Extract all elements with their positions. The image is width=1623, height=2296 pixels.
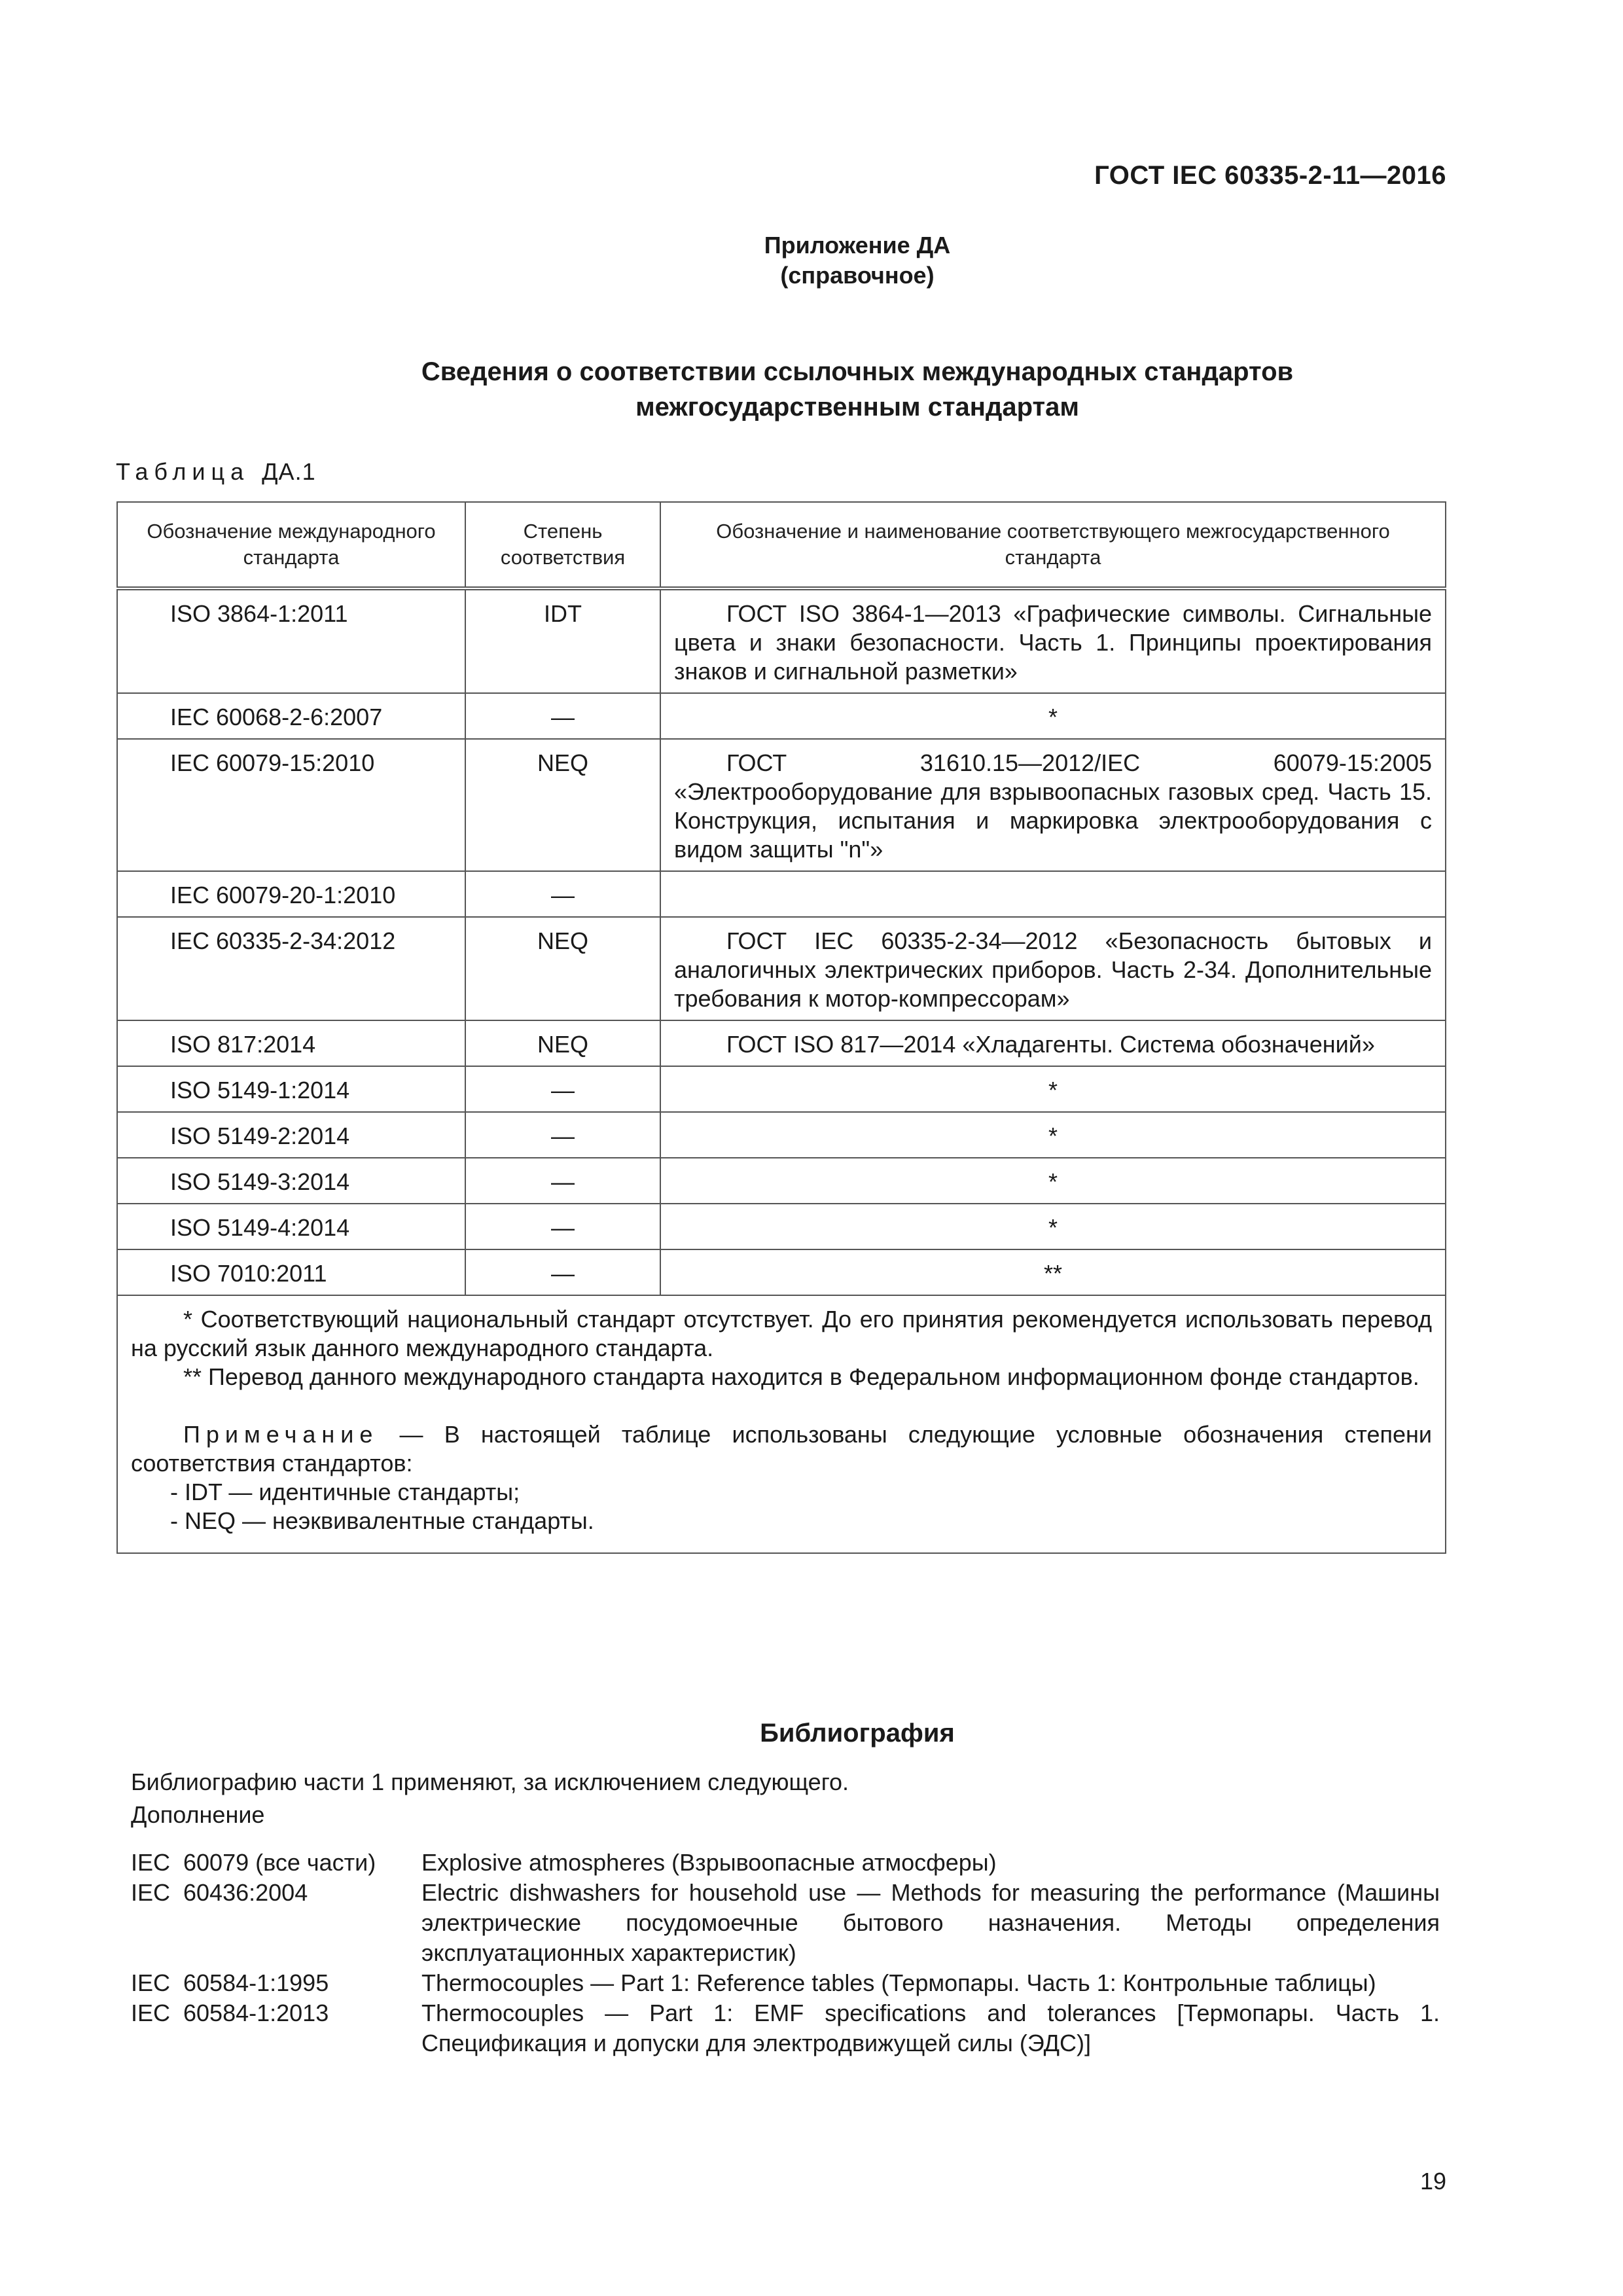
note-text: — В настоящей таблице использованы следующие условные обозначения степени соответствия стандартов: <box>131 1421 1432 1477</box>
cell-degree: — <box>465 1066 660 1112</box>
section-title <box>0 354 1623 425</box>
note-item-neq: - NEQ — неэквивалентные стандарты. <box>170 1507 594 1534</box>
bibliography-item <box>131 1998 1440 2058</box>
cell-degree: — <box>465 1158 660 1204</box>
cell-international-code: ISO 817:2014 <box>117 1020 465 1066</box>
cell-interstate-standard: * <box>660 1204 1446 1249</box>
cell-international-code: ISO 3864-1:2011 <box>117 588 465 693</box>
bibliography-intro <box>131 1766 849 1831</box>
appendix-heading <box>0 230 1623 291</box>
table-notes-row <box>117 1295 1446 1553</box>
table-header-row <box>117 502 1446 588</box>
cell-interstate-standard <box>660 739 1446 871</box>
document-code: ГОСТ IEC 60335-2-11—2016 <box>1094 161 1446 190</box>
bibliography-item-text: Electric dishwashers for household use — Methods for measuring the performance (Машины электрические посудомоечные бытового назначения. Методы определения эксплуатационных характеристик) <box>421 1879 1440 1966</box>
bibliography-item-code: IEC 60584-1:2013 <box>131 2000 329 2026</box>
section-title-line1: Сведения о соответствии ссылочных международных стандартов <box>421 357 1294 386</box>
cell-interstate-standard <box>660 1020 1446 1066</box>
cell-international-code: IEC 60079-15:2010 <box>117 739 465 871</box>
bibliography-title <box>0 1719 1623 1748</box>
cell-interstate-standard: * <box>660 1158 1446 1204</box>
cell-interstate-standard <box>660 588 1446 693</box>
table-row <box>117 739 1446 871</box>
cell-interstate-standard: * <box>660 1112 1446 1158</box>
bibliography-intro-text: Библиографию части 1 применяют, за исключением следующего. <box>131 1768 849 1795</box>
bibliography-item-text: Thermocouples — Part 1: Reference tables (Термопары. Часть 1: Контрольные таблицы) <box>421 1969 1376 1996</box>
header-interstate-standard: Обозначение и наименование соответствующего межгосударственного стандарта <box>660 502 1446 588</box>
cell-international-code: ISO 5149-1:2014 <box>117 1066 465 1112</box>
bibliography-item-code: IEC 60079 (все части) <box>131 1849 376 1876</box>
interstate-standard-text: ГОСТ IEC 60335-2-34—2012 «Безопасность бытовых и аналогичных электрических приборов. Часть 2-34. Дополнительные требования к мотор-компрессорам» <box>674 927 1432 1012</box>
table-row <box>117 1112 1446 1158</box>
bibliography-item <box>131 1848 1440 1878</box>
cell-degree: — <box>465 1204 660 1249</box>
standards-correspondence-table <box>116 501 1446 1554</box>
cell-international-code: ISO 5149-4:2014 <box>117 1204 465 1249</box>
table-row <box>117 693 1446 739</box>
table-notes <box>117 1295 1446 1553</box>
cell-degree: — <box>465 1249 660 1295</box>
cell-interstate-standard: * <box>660 1066 1446 1112</box>
bibliography-list <box>131 1848 1440 2058</box>
cell-degree: — <box>465 1112 660 1158</box>
cell-international-code: IEC 60079-20-1:2010 <box>117 871 465 917</box>
footnote-1: * Соответствующий национальный стандарт отсутствует. До его принятия рекомендуется использовать перевод на русский язык данного международного стандарта. <box>131 1306 1432 1361</box>
table-row <box>117 1158 1446 1204</box>
table-row <box>117 1204 1446 1249</box>
cell-degree: IDT <box>465 588 660 693</box>
cell-degree: NEQ <box>465 739 660 871</box>
cell-international-code: ISO 5149-3:2014 <box>117 1158 465 1204</box>
table-row <box>117 871 1446 917</box>
cell-international-code: ISO 7010:2011 <box>117 1249 465 1295</box>
table-caption-word: Таблица <box>116 458 250 485</box>
footnote-2: ** Перевод данного международного стандарта находится в Федеральном информационном фонде стандартов. <box>183 1363 1419 1390</box>
bibliography-item <box>131 1878 1440 1968</box>
cell-interstate-standard <box>660 871 1446 917</box>
header-degree: Степень соответствия <box>465 502 660 588</box>
page-number: 19 <box>1419 2168 1446 2195</box>
note-label: Примечание <box>183 1421 379 1448</box>
cell-degree: — <box>465 871 660 917</box>
table-row <box>117 917 1446 1020</box>
bibliography-item-code: IEC 60436:2004 <box>131 1879 308 1906</box>
bibliography-addition: Дополнение <box>131 1801 265 1828</box>
appendix-title: Приложение ДА <box>764 232 951 259</box>
note-item-idt: - IDT — идентичные стандарты; <box>170 1479 520 1505</box>
bibliography-item-text: Thermocouples — Part 1: EMF specifications and tolerances [Термопары. Часть 1. Спецификация и допуски для электродвижущей силы (ЭДС)] <box>421 2000 1440 2056</box>
appendix-subtitle: (справочное) <box>780 262 935 289</box>
interstate-standard-text: ГОСТ ISO 817—2014 «Хладагенты. Система обозначений» <box>726 1031 1375 1058</box>
table-row <box>117 1066 1446 1112</box>
table-row <box>117 1020 1446 1066</box>
bibliography-item-text: Explosive atmospheres (Взрывоопасные атмосферы) <box>421 1849 997 1876</box>
cell-degree: — <box>465 693 660 739</box>
table-caption-number: ДА.1 <box>262 458 316 485</box>
interstate-standard-text: ГОСТ ISO 3864-1—2013 «Графические символы. Сигнальные цвета и знаки безопасности. Часть 1. Принципы проектирования знаков и сигнальной разметки» <box>674 600 1432 685</box>
table-note <box>131 1420 1432 1478</box>
cell-degree: NEQ <box>465 1020 660 1066</box>
interstate-standard-text: ГОСТ 31610.15—2012/IEC 60079-15:2005 «Электрооборудование для взрывоопасных газовых сред. Часть 15. Конструкция, испытания и маркировка электрооборудования с видом защиты "n"» <box>674 749 1432 863</box>
cell-degree: NEQ <box>465 917 660 1020</box>
table-caption <box>116 458 316 486</box>
table-row <box>117 1249 1446 1295</box>
cell-interstate-standard: * <box>660 693 1446 739</box>
cell-interstate-standard <box>660 917 1446 1020</box>
table-row <box>117 588 1446 693</box>
cell-international-code: IEC 60335-2-34:2012 <box>117 917 465 1020</box>
cell-interstate-standard: ** <box>660 1249 1446 1295</box>
cell-international-code: IEC 60068-2-6:2007 <box>117 693 465 739</box>
bibliography-item-code: IEC 60584-1:1995 <box>131 1969 329 1996</box>
cell-international-code: ISO 5149-2:2014 <box>117 1112 465 1158</box>
bibliography-title-text: Библиография <box>760 1719 955 1748</box>
header-international-standard: Обозначение международного стандарта <box>117 502 465 588</box>
bibliography-item <box>131 1968 1440 1998</box>
section-title-line2: межгосударственным стандартам <box>635 393 1079 422</box>
